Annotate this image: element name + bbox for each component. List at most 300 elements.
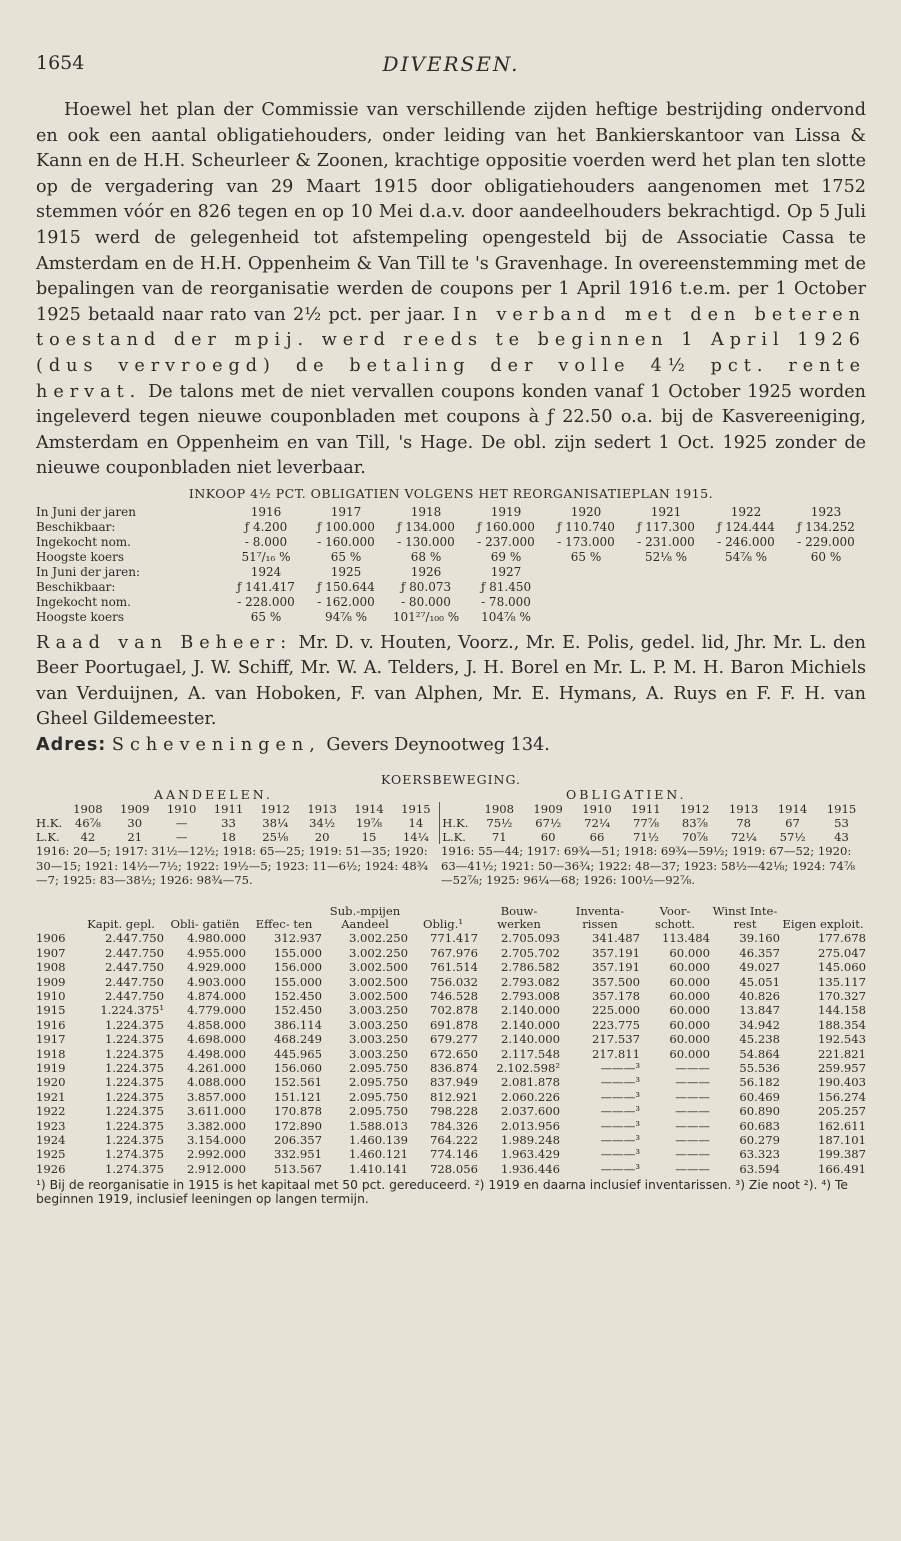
koers-obl-value: 1908 [484, 801, 515, 816]
finance-value: 1.224.375 [104, 1104, 164, 1119]
finance-value: 60.000 [669, 1017, 710, 1032]
finance-header: Bouw- werken [497, 904, 541, 932]
adres-street: Gevers Deynootweg 134. [326, 734, 550, 755]
inkoop-row [36, 550, 866, 565]
finance-value: 3.003.250 [348, 1046, 408, 1061]
adres-label: Adres: [36, 734, 107, 755]
koers-aand-value: 18 [221, 830, 236, 845]
finance-value: 40.826 [739, 988, 780, 1003]
finance-year: 1907 [36, 945, 66, 960]
finance-value: 4.261.000 [186, 1060, 246, 1075]
koers-obl-value: 67 [785, 815, 800, 830]
finance-value: 156.060 [274, 1060, 322, 1075]
finance-value: 2.447.750 [104, 931, 164, 946]
inkoop-value: 51⁷/₁₆ % [241, 549, 291, 564]
finance-value: 332.951 [274, 1147, 322, 1162]
adres-city: Scheveningen, [111, 734, 321, 755]
finance-value: 2.793.082 [500, 974, 560, 989]
inkoop-year: 1921 [650, 504, 682, 519]
inkoop-value: - 8.000 [244, 534, 288, 549]
finance-value: 217.537 [592, 1032, 640, 1047]
finance-value: 774.146 [430, 1147, 478, 1162]
koers-label [36, 802, 65, 816]
inkoop-year: 1923 [810, 504, 842, 519]
finance-row [36, 989, 866, 1003]
finance-value: 357.500 [592, 974, 640, 989]
finance-value: 60.469 [739, 1089, 780, 1104]
finance-value: 798.228 [430, 1104, 478, 1119]
adres-line [36, 733, 866, 758]
finance-value: ———³ [600, 1147, 640, 1162]
finance-value: 513.567 [274, 1161, 322, 1176]
inkoop-row [36, 520, 866, 535]
finance-value: 2.013.956 [500, 1118, 560, 1133]
inkoop-year: 1925 [330, 564, 362, 579]
finance-value: 3.003.250 [348, 1017, 408, 1032]
finance-value: 4.498.000 [186, 1046, 246, 1061]
inkoop-value: - 229.000 [797, 534, 855, 549]
finance-value: 166.491 [818, 1161, 866, 1176]
finance-value: 761.514 [430, 960, 478, 975]
koers-label: L.K. [36, 830, 60, 845]
inkoop-value: ƒ 4.200 [244, 519, 288, 534]
section-title: DIVERSEN. [382, 52, 520, 76]
koers-obl-value: 72¼ [730, 830, 757, 845]
koers-aand-value: 1913 [307, 801, 337, 816]
finance-value: 34.942 [739, 1017, 780, 1032]
finance-value: 386.114 [274, 1017, 322, 1032]
inkoop-year: 1927 [490, 564, 522, 579]
koers-label [440, 802, 475, 816]
koers-aand-value: 1908 [73, 801, 103, 816]
finance-value: 152.450 [274, 1003, 322, 1018]
koers-aand-value: 42 [80, 830, 96, 845]
finance-value: 152.450 [274, 988, 322, 1003]
koers-aand-value: 1909 [120, 801, 150, 816]
finance-value: 1.274.375 [104, 1161, 164, 1176]
inkoop-value: ƒ 80.073 [400, 579, 452, 594]
finance-value: 162.611 [818, 1118, 866, 1133]
finance-row [36, 1090, 866, 1104]
finance-value: 170.878 [274, 1104, 322, 1119]
finance-value: 49.027 [739, 960, 780, 975]
finance-value: ——— [675, 1133, 710, 1147]
koers-label: H.K. [36, 815, 63, 830]
koers-table [36, 802, 866, 845]
finance-value: 445.965 [274, 1046, 322, 1061]
inkoop-value: - 80.000 [401, 594, 451, 609]
finance-value: 2.095.750 [348, 1060, 408, 1075]
finance-value: 60.000 [669, 1046, 710, 1061]
inkoop-row-label: Ingekocht nom. [36, 594, 131, 609]
finance-value: 4.980.000 [186, 931, 246, 946]
finance-value: 190.403 [818, 1075, 866, 1090]
finance-value: 1.588.013 [348, 1118, 408, 1133]
finance-row [36, 960, 866, 974]
finance-year: 1923 [36, 1118, 66, 1133]
koers-aand-value: 21 [127, 830, 143, 845]
koers-obl-value: 70⅞ [681, 830, 708, 845]
koers-obl-value: 1912 [680, 801, 710, 816]
koers-title: KOERSBEWEGING. [380, 771, 521, 787]
koers-obl-value: 83⅞ [681, 815, 708, 830]
finance-value: 2.705.702 [500, 945, 560, 960]
finance-value: 1.224.375 [104, 1089, 164, 1104]
finance-value: 784.326 [430, 1118, 478, 1133]
inkoop-year-row [36, 505, 866, 520]
inkoop-value: - 173.000 [557, 534, 615, 549]
finance-value: 746.528 [430, 988, 478, 1003]
koers-aand-value: 25⅛ [262, 830, 289, 845]
koers-obl-value: 78 [736, 815, 752, 830]
finance-value: 312.937 [274, 931, 322, 946]
inkoop-value: 52⅛ % [644, 549, 688, 564]
finance-value: 3.002.500 [348, 974, 408, 989]
finance-value: 275.047 [818, 945, 866, 960]
finance-value: 217.811 [592, 1046, 640, 1061]
inkoop-year: 1920 [570, 504, 602, 519]
finance-value: 1.224.375 [104, 1032, 164, 1047]
finance-header: Effec- ten [255, 917, 313, 932]
finance-value: 2.140.000 [500, 1032, 560, 1047]
inkoop-year: 1922 [730, 504, 762, 519]
finance-value: 756.032 [430, 974, 478, 989]
finance-value: 135.117 [818, 974, 866, 989]
koers-aand-value: 1914 [354, 801, 384, 816]
finance-year: 1919 [36, 1060, 66, 1075]
finance-value: 4.088.000 [186, 1075, 246, 1090]
finance-table [36, 905, 866, 1176]
inkoop-value: - 78.000 [481, 594, 531, 609]
finance-value: 1.274.375 [104, 1147, 164, 1162]
finance-header: Eigen exploit. [782, 917, 864, 932]
finance-value: 3.857.000 [186, 1089, 246, 1104]
finance-value: ———³ [600, 1104, 640, 1119]
finance-value: 1.410.141 [348, 1161, 408, 1176]
koers-aand-value: 15 [361, 830, 377, 845]
koers-aand-value: 46⅞ [74, 815, 101, 830]
finance-header-year [36, 905, 78, 931]
finance-row [36, 1075, 866, 1089]
finance-value: 3.611.000 [186, 1104, 246, 1119]
finance-value: ——— [675, 1147, 710, 1162]
finance-value: 1.460.139 [348, 1133, 408, 1147]
inkoop-value: ƒ 150.644 [317, 579, 375, 594]
inkoop-row-label: Hoogste koers [36, 609, 124, 624]
koers-obl-value: 53 [834, 815, 849, 830]
inkoop-year: 1926 [410, 564, 442, 579]
inkoop-value: 60 % [810, 549, 842, 564]
finance-header: Inventa- rissen [575, 904, 625, 932]
finance-value: 56.182 [739, 1075, 780, 1090]
finance-value: 3.002.500 [348, 960, 408, 975]
finance-value: 1.224.375 [104, 1017, 164, 1032]
finance-value: 357.191 [592, 960, 640, 975]
finance-value: 205.257 [818, 1104, 866, 1119]
finance-value: 3.003.250 [348, 1003, 408, 1018]
inkoop-value: ƒ 134.000 [397, 519, 455, 534]
finance-header-row [36, 905, 866, 931]
finance-year: 1915 [36, 1003, 66, 1018]
finance-value: 188.354 [818, 1017, 866, 1032]
finance-row [36, 1018, 866, 1032]
finance-value: 60.000 [669, 974, 710, 989]
obligatien-title: OBLIGATIEN. [566, 786, 687, 802]
finance-value: 60.000 [669, 988, 710, 1003]
finance-value: 2.912.000 [186, 1161, 246, 1176]
finance-value: 172.890 [274, 1118, 322, 1133]
finance-value: 156.274 [818, 1089, 866, 1104]
finance-value: 177.678 [818, 931, 866, 946]
page-header [36, 42, 866, 80]
finance-value: 357.191 [592, 945, 640, 960]
finance-value: ——— [675, 1104, 710, 1119]
finance-value: 468.249 [274, 1032, 322, 1047]
finance-value: 2.140.000 [500, 1017, 560, 1032]
finance-value: 4.874.000 [186, 988, 246, 1003]
finance-row [36, 1003, 866, 1017]
finance-year: 1922 [36, 1104, 66, 1119]
finance-value: 1.224.375 [104, 1046, 164, 1061]
koers-aand-value: 30 [127, 815, 143, 830]
finance-value: 206.357 [274, 1133, 322, 1147]
finance-value: 3.382.000 [186, 1118, 246, 1133]
inkoop-value: 68 % [410, 549, 442, 564]
finance-value: 1.936.446 [500, 1161, 560, 1176]
inkoop-value: ƒ 117.300 [637, 519, 695, 534]
finance-value: 60.000 [669, 960, 710, 975]
finance-value: 55.536 [739, 1060, 780, 1075]
raad-text: Mr. D. v. Houten, Voorz., Mr. E. Polis, gedel. lid, Jhr. Mr. L. den Beer Poortugael, J. W. Schiff, Mr. W. A. Telders, J. H. Borel en Mr. L. P. M. H. Baron Michiels van Verduijnen, A. van Hoboken, F. van Alphen, Mr. E. Hymans, A. Ruys en F. F. H. van Gheel Gildemeester. [36, 632, 866, 730]
paragraph-spaced: In verband met den beteren toestand der mpij. werd reeds te beginnen 1 April 1926 (dus vervroegd) de betaling der volle 4½ pct. rente hervat. [36, 304, 866, 402]
koers-obl-value: 71½ [632, 830, 659, 845]
finance-value: 155.000 [274, 974, 322, 989]
finance-value: 4.903.000 [186, 974, 246, 989]
finance-row [36, 1133, 866, 1147]
inkoop-value: ƒ 141.417 [237, 579, 295, 594]
finance-value: 1.460.121 [348, 1147, 408, 1162]
koers-obl-value: 71 [491, 830, 507, 845]
finance-value: 728.056 [430, 1161, 478, 1176]
finance-value: 1.224.375¹ [100, 1003, 164, 1018]
finance-year: 1925 [36, 1147, 66, 1162]
finance-value: 13.847 [739, 1003, 780, 1018]
finance-header: Winst Inte- rest [712, 904, 778, 932]
finance-value: 4.955.000 [186, 945, 246, 960]
koers-aand-value: 19⅞ [355, 815, 382, 830]
finance-value: 192.543 [818, 1032, 866, 1047]
finance-value: ———³ [600, 1118, 640, 1133]
koers-aand-value: 1911 [213, 801, 244, 816]
finance-year: 1918 [36, 1046, 66, 1061]
finance-value: 702.878 [430, 1003, 478, 1018]
koers-headings [36, 787, 866, 802]
finance-value: ———³ [600, 1075, 640, 1090]
koers-label: L.K. [440, 830, 475, 844]
finance-row [36, 1032, 866, 1046]
finance-value: 2.447.750 [104, 960, 164, 975]
finance-row [36, 946, 866, 960]
koers-obl-value: 60 [540, 830, 556, 845]
finance-value: 63.323 [739, 1147, 780, 1162]
finance-value: 151.121 [274, 1089, 322, 1104]
finance-value: 1.989.248 [500, 1133, 560, 1147]
paragraph-main: Hoewel het plan der Commissie van verschillende zijden heftige bestrijding ondervond en ook een aantal obligatiehouders, onder leiding van het Bankierskantoor van Lissa & Kann en de H.H. Scheurleer & Zoonen, krachtige oppositie voerden werd het plan ten slotte op de vergadering van 29 Maart 1915 door obligatiehouders aangenomen met 1752 stemmen vóór en 826 tegen en op 10 Mei d.a.v. door aandeelhouders bekrachtigd. Op 5 Juli 1915 werd de gelegenheid tot afstempeling opengesteld bij de Associatie Cassa te Amsterdam en de H.H. Oppenheim & Van Till te 's Gravenhage. In overeenstemming met de bepalingen van de reorganisatie werden de coupons per 1 April 1916 t.e.m. per 1 October 1925 betaald naar rato van 2½ pct. per jaar. [36, 100, 866, 325]
inkoop-caption: INKOOP 4½ PCT. OBLIGATIEN VOLGENS HET REORGANISATIEPLAN 1915. [188, 485, 714, 501]
finance-value: 145.060 [818, 960, 866, 975]
koers-obl-value: 72¼ [584, 815, 611, 830]
finance-value: 60.000 [669, 1003, 710, 1018]
inkoop-value: - 160.000 [317, 534, 375, 549]
finance-year: 1920 [36, 1075, 66, 1090]
finance-value: 2.095.750 [348, 1089, 408, 1104]
finance-value: 170.327 [818, 988, 866, 1003]
raad-label: Raad van Beheer: [36, 632, 293, 653]
finance-value: ——— [675, 1161, 710, 1176]
finance-value: 3.154.000 [186, 1133, 246, 1147]
finance-year: 1908 [36, 960, 66, 975]
finance-value: 2.447.750 [104, 988, 164, 1003]
finance-value: 3.002.250 [348, 931, 408, 946]
finance-value: 679.277 [430, 1032, 478, 1047]
inkoop-row [36, 610, 866, 625]
koers-aand-value: 14 [408, 815, 424, 830]
inkoop-value: - 130.000 [397, 534, 455, 549]
finance-value: 45.051 [739, 974, 780, 989]
finance-year: 1910 [36, 988, 66, 1003]
finance-value: 2.081.878 [500, 1075, 560, 1090]
finance-value: 2.793.008 [500, 988, 560, 1003]
inkoop-row-label: Beschikbaar: [36, 579, 116, 594]
finance-value: 2.705.093 [500, 931, 560, 946]
koers-aand-value: 34½ [309, 815, 336, 830]
finance-value: 46.357 [739, 945, 780, 960]
inkoop-value: - 162.000 [317, 594, 375, 609]
inkoop-value: 65 % [570, 549, 602, 564]
koers-aand-value: 33 [221, 815, 236, 830]
finance-value: 812.921 [430, 1089, 478, 1104]
finance-value: 221.821 [818, 1046, 866, 1061]
finance-value: 837.949 [430, 1075, 478, 1090]
finance-value: 691.878 [430, 1017, 478, 1032]
paragraph-tail: De talons met de niet vervallen coupons konden vanaf 1 October 1925 worden ingeleverd tegen nieuwe couponbladen met coupons à ƒ 22.50 o.a. bij de Kasvereeniging, Amsterdam en Oppenheim en van Till, 's Hage. De obl. zijn sedert 1 Oct. 1925 zonder de nieuwe couponbladen niet leverbaar. [36, 381, 867, 479]
finance-value: ———³ [600, 1060, 640, 1075]
finance-value: 2.992.000 [186, 1147, 246, 1162]
inkoop-value: - 246.000 [717, 534, 775, 549]
inkoop-year-row [36, 565, 866, 580]
finance-value: 2.095.750 [348, 1104, 408, 1119]
koers-obl-value: 75½ [486, 815, 513, 830]
koers-aand-value: 1912 [260, 801, 291, 816]
finance-header: Oblig.¹ [422, 917, 464, 932]
finance-value: 1.224.375 [104, 1118, 164, 1133]
finance-value: ——— [675, 1089, 710, 1104]
finance-value: 4.929.000 [186, 960, 246, 975]
finance-value: 2.095.750 [348, 1075, 408, 1090]
finance-value: 54.864 [739, 1046, 780, 1061]
finance-value: 4.779.000 [186, 1003, 246, 1018]
inkoop-year: 1918 [410, 504, 442, 519]
finance-value: 2.037.600 [500, 1104, 560, 1119]
finance-value: 113.484 [662, 931, 710, 946]
koers-obl-value: 1911 [631, 801, 661, 816]
finance-value: ———³ [600, 1089, 640, 1104]
finance-year: 1906 [36, 931, 66, 946]
koers-lk-row [36, 830, 866, 844]
finance-value: 187.101 [818, 1133, 866, 1147]
finance-row [36, 1119, 866, 1133]
page [36, 42, 866, 1206]
finance-header: Voor- schott. [655, 904, 695, 932]
finance-value: 2.060.226 [500, 1089, 560, 1104]
inkoop-row [36, 595, 866, 610]
finance-value: ——— [675, 1060, 710, 1075]
koers-obl-value: 67½ [535, 815, 562, 830]
finance-value: 2.447.750 [104, 945, 164, 960]
finance-value: 767.976 [430, 945, 478, 960]
inkoop-value: - 228.000 [237, 594, 295, 609]
finance-value: 60.890 [739, 1104, 780, 1119]
finance-value: 2.786.582 [500, 960, 560, 975]
finance-value: 771.417 [430, 931, 478, 946]
koers-aand-line: 1916: 20—5; 1917: 31½—12½; 1918: 65—25; 1919: 51—35; 1920: 30—15; 1921: 14½—7½; 1922: 19½—5; 1923: 11—6½; 1924: 48¾—7; 1925: 83—38½; 1926: 98¾—75. [36, 844, 428, 888]
inkoop-label: In Juni der jaren: [36, 564, 141, 579]
finance-value: 1.224.375 [104, 1133, 164, 1147]
finance-value: 39.160 [739, 931, 780, 946]
footnotes: ¹) Bij de reorganisatie in 1915 is het kapitaal met 50 pct. gereduceerd. ²) 1919 en daarna inclusief inventarissen. ³) Zie noot ²). ⁴) Te beginnen 1919, inclusief leeningen op langen termijn. [36, 1178, 848, 1207]
finance-value: 357.178 [592, 988, 640, 1003]
finance-value: 2.102.598² [496, 1060, 560, 1075]
inkoop-value: ƒ 81.450 [480, 579, 532, 594]
inkoop-row [36, 580, 866, 595]
koers-aand-value: 1915 [401, 801, 431, 816]
inkoop-value: - 231.000 [637, 534, 695, 549]
koers-aand-value: 20 [314, 830, 330, 845]
finance-value: ———³ [600, 1133, 640, 1147]
koers-obl-value: 1910 [582, 801, 612, 816]
aandeelen-title: AANDEELEN. [154, 786, 273, 802]
koers-obl-value: 1913 [728, 801, 759, 816]
inkoop-value: 65 % [330, 549, 362, 564]
body-paragraph [36, 98, 866, 482]
inkoop-row-label: Hoogste koers [36, 549, 124, 564]
finance-row [36, 1147, 866, 1161]
finance-value: 1.963.429 [500, 1147, 560, 1162]
finance-value: 836.874 [430, 1060, 478, 1075]
finance-year: 1926 [36, 1161, 66, 1176]
finance-value: 4.858.000 [186, 1017, 246, 1032]
finance-value: 3.003.250 [348, 1032, 408, 1047]
finance-year: 1909 [36, 974, 66, 989]
finance-value: 60.000 [669, 945, 710, 960]
inkoop-value: ƒ 100.000 [317, 519, 375, 534]
finance-value: 60.000 [669, 1032, 710, 1047]
finance-year: 1924 [36, 1133, 66, 1147]
koers-obl-value: 66 [589, 830, 605, 845]
inkoop-value: 69 % [490, 549, 522, 564]
finance-value: 144.158 [818, 1003, 866, 1018]
inkoop-row [36, 535, 866, 550]
finance-value: 1.224.375 [104, 1060, 164, 1075]
koers-obl-line: 1916: 55—44; 1917: 69¾—51; 1918: 69¾—59½; 1919: 67—52; 1920: 63—41½; 1921: 50—36¾; 1922: 48—37; 1923: 58½—42⅛; 1924: 74⅞—52⅞; 1925: 96¼—68; 1926: 100½—92⅞. [441, 844, 856, 888]
finance-value: 45.238 [739, 1032, 780, 1047]
inkoop-year: 1917 [330, 504, 362, 519]
finance-row [36, 1162, 866, 1176]
inkoop-value: - 237.000 [477, 534, 535, 549]
inkoop-year: 1924 [250, 564, 282, 579]
koers-aand-value: 1910 [166, 801, 197, 816]
finance-value: 60.683 [739, 1118, 780, 1133]
